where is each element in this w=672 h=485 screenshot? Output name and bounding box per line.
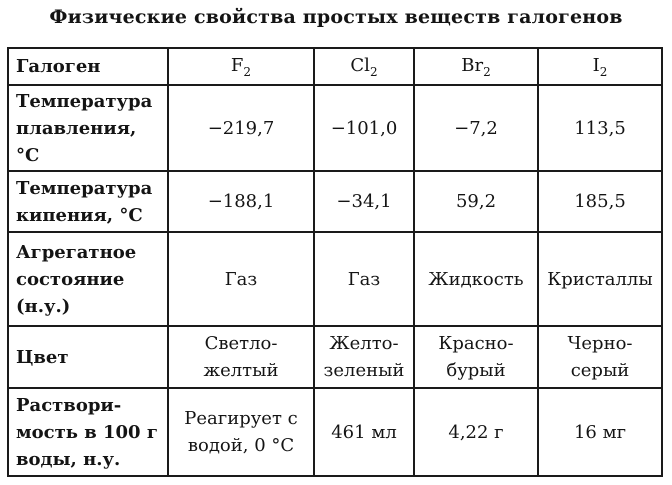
table-row-melting-point: [8, 85, 662, 171]
table-row-solubility: [8, 388, 662, 476]
cell-state-cl2: Газ: [314, 232, 414, 326]
table-row-state: [8, 232, 662, 326]
cell-color-f2: Светло- желтый: [168, 326, 314, 388]
cell-melting-i2: 113,5: [538, 85, 662, 171]
cell-color-br2: Красно- бурый: [414, 326, 538, 388]
page-title: Физические свойства простых веществ галогенов: [49, 6, 623, 28]
row-label-state: Агрегатное состояние (н.у.): [8, 232, 168, 326]
cell-boiling-i2: 185,5: [538, 171, 662, 232]
cell-melting-f2: −219,7: [168, 85, 314, 171]
cell-solubility-cl2: 461 мл: [314, 388, 414, 476]
cell-melting-cl2: −101,0: [314, 85, 414, 171]
cell-color-cl2: Желто- зеленый: [314, 326, 414, 388]
table-header-row: [8, 48, 662, 85]
cell-boiling-br2: 59,2: [414, 171, 538, 232]
cell-state-f2: Газ: [168, 232, 314, 326]
cell-boiling-cl2: −34,1: [314, 171, 414, 232]
row-label-solubility: Раствори- мость в 100 г воды, н.у.: [8, 388, 168, 476]
table-row-color: [8, 326, 662, 388]
cell-solubility-br2: 4,22 г: [414, 388, 538, 476]
cell-solubility-i2: 16 мг: [538, 388, 662, 476]
cell-state-i2: Кристаллы: [538, 232, 662, 326]
header-element-i2: $I_2$: [538, 48, 662, 85]
halogen-properties-table: [7, 47, 663, 477]
cell-color-i2: Черно- серый: [538, 326, 662, 388]
header-element-cl2: $Cl_2$: [314, 48, 414, 85]
cell-melting-br2: −7,2: [414, 85, 538, 171]
header-element-f2: $F_2$: [168, 48, 314, 85]
cell-state-br2: Жидкость: [414, 232, 538, 326]
header-label-halogen: Галоген: [8, 48, 168, 85]
cell-boiling-f2: −188,1: [168, 171, 314, 232]
row-label-boiling-point: Температура кипения, °С: [8, 171, 168, 232]
table-row-boiling-point: [8, 171, 662, 232]
row-label-melting-point: Температура плавления, °С: [8, 85, 168, 171]
header-element-br2: $Br_2$: [414, 48, 538, 85]
row-label-color: Цвет: [8, 326, 168, 388]
cell-solubility-f2: Реагирует с водой, 0 °С: [168, 388, 314, 476]
